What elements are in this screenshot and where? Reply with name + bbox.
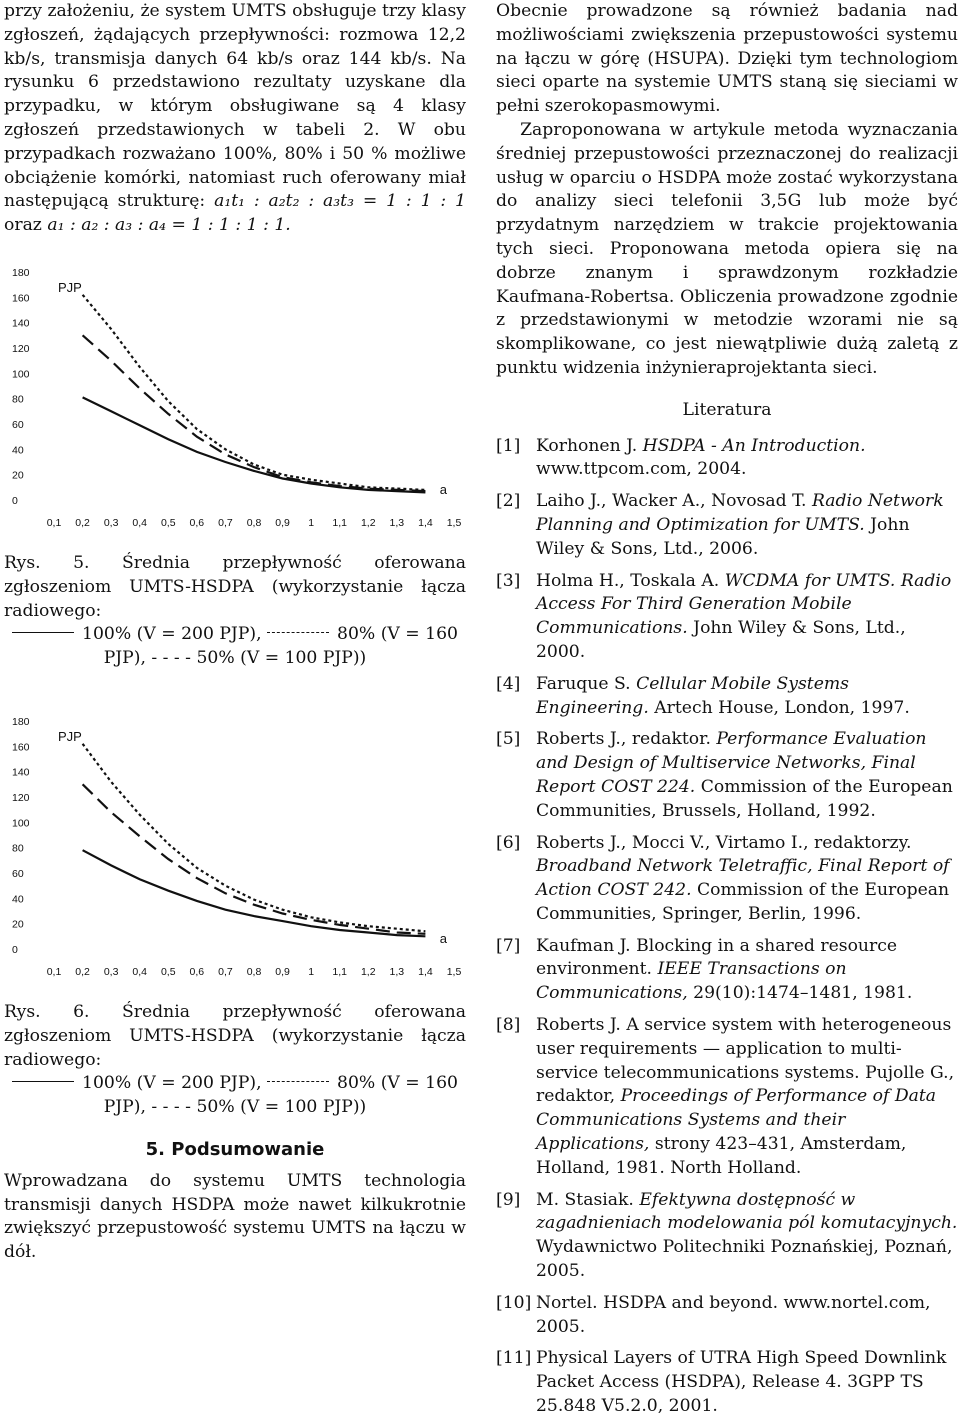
reference-pre: Nortel. HSDPA and beyond. www.nortel.com, 2005. [536,1292,931,1337]
reference-pre: Kaufman J. Blocking in a shared resource environment. [536,935,897,980]
reference-post: John Wiley & Sons, Ltd., 2006. [536,514,910,559]
figure-5 [4,252,466,542]
y-tick-label: 80 [12,842,24,855]
reference-it: Proceedings of Performance of Data Communications Systems and their Applications, [536,1086,937,1155]
y-tick-label: 40 [12,893,24,906]
reference-item [496,1347,958,1418]
reference-number: [10] [496,1292,532,1313]
x-tick-label: 0,7 [218,516,233,529]
reference-item [496,673,958,721]
y-tick-label: 20 [12,918,24,931]
reference-pre: Korhonen J. [536,435,643,456]
reference-number: [5] [496,729,521,750]
reference-post: Commission of the European Communities, Brussels, Holland, 1992. [536,776,953,821]
reference-pre: Physical Layers of UTRA High Speed Downlink Packet Access (HSDPA), Release 4. 3GPP TS 25.848 V5.2.0, 2001. [536,1348,947,1417]
reference-number: [6] [496,832,521,853]
x-tick-label: 1 [308,965,315,978]
y-tick-label: 60 [12,418,24,431]
y-tick-label: 60 [12,867,24,880]
intro-text: przy założeniu, że system UMTS obsługuje trzy klasy zgłoszeń, żądających przepływności: rozmowa 12,2 kb/s, transmisja danych 64 kb/s oraz 144 kb/s. Na rysunku 6 przedstawiono rezultaty uzyskane dla przypadku, w którym obsługiwane są 4 klasy zgłoszeń przedstawionych w tabeli 2. W obu przypadkach rozważano 100%, 80% i 50 % możliwe obciążenie komórki, natomiast ruch oferowany miał następującą strukturę: [4,1,467,212]
reference-number: [1] [496,435,521,456]
x-tick-label: 0,8 [246,965,262,978]
reference-post: Artech House, London, 1997. [648,697,910,718]
reference-it: IEEE Transactions on Communications, [536,959,847,1004]
x-tick-label: 0,4 [132,516,148,529]
reference-it: Cellular Mobile Systems Engineering. [536,673,849,718]
reference-item [496,935,958,1006]
paragraph-method: Zaproponowana w artykule metoda wyznaczania średniej przepustowości przeznaczonej do realizacji usług w oparciu o HSDPA może zostać wykorzystana do analizy sieci telefonii 3,5G lub może być przydatnym narzędziem w trakcie projektowania tych sieci. Proponowana metoda opiera się na dobrze znanym i sprawdzonym rozkładzie Kaufmana-Robertsa. Obliczenia prowadzone zgodnie z przedstawionymi w metodzie wzorami nie są skomplikowane, co jest niewątpliwie dużą zaletą z punktu widzenia inżynieraprojektanta sieci. [496,119,958,378]
reference-pre: Holma H., Toskala A. [536,570,725,591]
solid-line-legend [12,632,74,633]
reference-pre: Roberts J., redaktor. [536,729,717,750]
series-line-dashed [83,335,426,491]
x-tick-label: 1,4 [418,965,433,978]
series-line-solid [83,850,426,936]
reference-text [536,935,958,1006]
y-axis-label: PJP [58,728,82,744]
x-axis-label: a [439,481,447,497]
x-axis-label: a [439,930,447,946]
x-tick-label: 0,6 [189,965,205,978]
oraz-word: oraz [4,215,42,236]
x-tick-label: 0,4 [132,965,148,978]
x-tick-label: 1,3 [389,965,405,978]
x-tick-label: 1,4 [418,516,433,529]
figure-6-caption-rest: 80% (V = 160 PJP), - - - - 50% (V = 100 PJP)) [103,1073,458,1118]
y-tick-label: 20 [12,469,24,482]
y-axis-label: PJP [58,279,82,295]
reference-post: John Wiley & Sons, Ltd., 2000. [536,618,906,662]
series-line-dotted [83,295,426,490]
x-tick-label: 1,1 [332,965,348,978]
x-tick-label: 0,5 [160,965,176,978]
reference-number: [4] [496,673,521,694]
figure-5-chart [4,252,466,542]
y-tick-label: 40 [12,444,24,457]
reference-post: strony 423–431, Amsterdam, Holland, 1981. North Holland. [536,1134,907,1178]
solid-line-legend [12,1081,74,1082]
figure-5-caption-100: 100% (V = 200 PJP), [82,624,262,645]
reference-number: [8] [496,1015,521,1036]
reference-it: Efektywna dostępność w zagadnieniach modelowania pól komutacyjnych. [536,1189,958,1234]
left-column [4,0,466,1265]
y-tick-label: 180 [12,266,30,279]
figure-6-caption-title: Rys. 6. Średnia przepływność oferowana zgłoszeniom UMTS-HSDPA (wykorzystanie łącza radiowego: [4,1001,466,1070]
reference-number: [7] [496,935,521,956]
figure-6-chart [4,701,466,991]
reference-text [536,728,958,823]
dashed-line-legend [267,1081,329,1082]
y-tick-label: 160 [12,292,30,305]
y-tick-label: 100 [12,817,30,830]
y-tick-label: 100 [12,368,30,381]
reference-it: Broadband Network Teletraffic, Final Report of Action COST 242. [536,856,950,901]
x-tick-label: 1,5 [446,516,462,529]
x-tick-label: 0,6 [189,516,205,529]
reference-post: Commission of the European Communities, Springer, Berlin, 1996. [536,880,950,924]
x-tick-label: 1,2 [360,516,376,529]
y-tick-label: 120 [12,342,30,355]
y-tick-label: 180 [12,715,30,728]
figure-5-caption-title: Rys. 5. Średnia przepływność oferowana zgłoszeniom UMTS-HSDPA (wykorzystanie łącza radiowego: [4,552,466,621]
reference-pre: Laiho J., Wacker A., Novosad T. [536,491,812,512]
reference-text [536,1292,958,1340]
x-tick-label: 0,9 [275,516,290,529]
reference-pre: Roberts J. A service system with heterogeneous user requirements — application to multi-service telecommunications systems. Pujolle G., redaktor, [536,1015,955,1107]
formula-traffic-structure: a₁t₁ : a₂t₂ : a₃t₃ = 1 : 1 : 1 [214,191,466,212]
x-tick-label: 0,1 [46,516,62,529]
intro-paragraph [4,0,466,238]
reference-item [496,1292,958,1340]
reference-item [496,1014,958,1181]
reference-text [536,673,958,721]
y-tick-label: 120 [12,791,30,804]
section-title: 5. Podsumowanie [145,1138,325,1160]
reference-text [536,490,958,561]
figure-6-caption-100: 100% (V = 200 PJP), [82,1073,262,1094]
dashed-line-legend [267,632,329,633]
literature-title: Literatura [682,399,772,420]
reference-text [536,435,958,483]
reference-text [536,1014,958,1181]
reference-text [536,570,958,665]
reference-pre: Roberts J., Mocci V., Virtamo I., redaktorzy. [536,832,912,853]
paragraph-hsupa: Obecnie prowadzone są również badania nad możliwościami zwiększenia przepustowości systemu na łączu w górę (HSUPA). Dzięki tym technologiom sieci oparte na systemie UMTS staną się sieciami w pełni szerokopasmowymi. [496,1,958,117]
x-tick-label: 1,5 [446,965,462,978]
reference-it: WCDMA for UMTS. Radio Access For Third Generation Mobile Communications. [536,570,952,639]
x-tick-label: 1,3 [389,516,405,529]
y-tick-label: 0 [12,494,18,507]
x-tick-label: 0,3 [103,965,119,978]
reference-number: [3] [496,570,521,591]
reference-text [536,832,958,927]
reference-item [496,435,958,483]
y-tick-label: 160 [12,741,30,754]
reference-text [536,1347,958,1418]
reference-post: 29(10):1474–1481, 1981. [687,983,913,1004]
x-tick-label: 0,8 [246,516,262,529]
reference-number: [9] [496,1189,521,1210]
reference-item [496,728,958,823]
x-tick-label: 0,1 [46,965,62,978]
reference-item [496,570,958,665]
x-tick-label: 0,5 [160,516,176,529]
x-tick-label: 1 [308,516,315,529]
y-tick-label: 80 [12,393,24,406]
x-tick-label: 0,2 [75,965,90,978]
reference-pre: M. Stasiak. [536,1189,640,1210]
x-tick-label: 0,7 [218,965,233,978]
reference-item [496,1189,958,1284]
x-tick-label: 1,1 [332,516,348,529]
series-line-dotted [83,744,426,932]
reference-item [496,490,958,561]
figure-6-caption [4,1001,466,1120]
x-tick-label: 0,9 [275,965,290,978]
figure-5-caption-rest: 80% (V = 160 PJP), - - - - 50% (V = 100 PJP)) [103,624,458,669]
reference-pre: Faruque S. [536,673,637,694]
y-tick-label: 140 [12,766,30,779]
reference-it: Performance Evaluation and Design of Multiservice Networks, Final Report COST 224. [536,729,927,797]
x-tick-label: 1,2 [360,965,376,978]
y-tick-label: 0 [12,943,18,956]
formula-ratio: a₁ : a₂ : a₃ : a₄ = 1 : 1 : 1 : 1. [47,215,291,236]
reference-list [496,435,958,1419]
reference-it: Radio Network Planning and Optimization for UMTS. [536,491,944,535]
right-column [496,0,958,1427]
series-line-solid [83,397,426,492]
reference-number: [11] [496,1348,532,1369]
series-line-dashed [83,784,426,934]
y-tick-label: 140 [12,317,30,330]
figure-5-caption [4,552,466,671]
x-tick-label: 0,2 [75,516,90,529]
reference-number: [2] [496,491,521,512]
figure-6 [4,701,466,991]
reference-text [536,1189,958,1284]
reference-item [496,832,958,927]
x-tick-label: 0,3 [103,516,119,529]
reference-post: Wydawnictwo Politechniki Poznańskiej, Poznań, 2005. [536,1237,953,1282]
summary-paragraph: Wprowadzana do systemu UMTS technologia transmisji danych HSDPA może nawet kilkukrotnie zwiększyć przepustowość systemu UMTS na łączu w dół. [4,1170,466,1263]
reference-post: www.ttpcom.com, 2004. [536,459,747,480]
reference-it: HSDPA - An Introduction. [642,435,866,456]
